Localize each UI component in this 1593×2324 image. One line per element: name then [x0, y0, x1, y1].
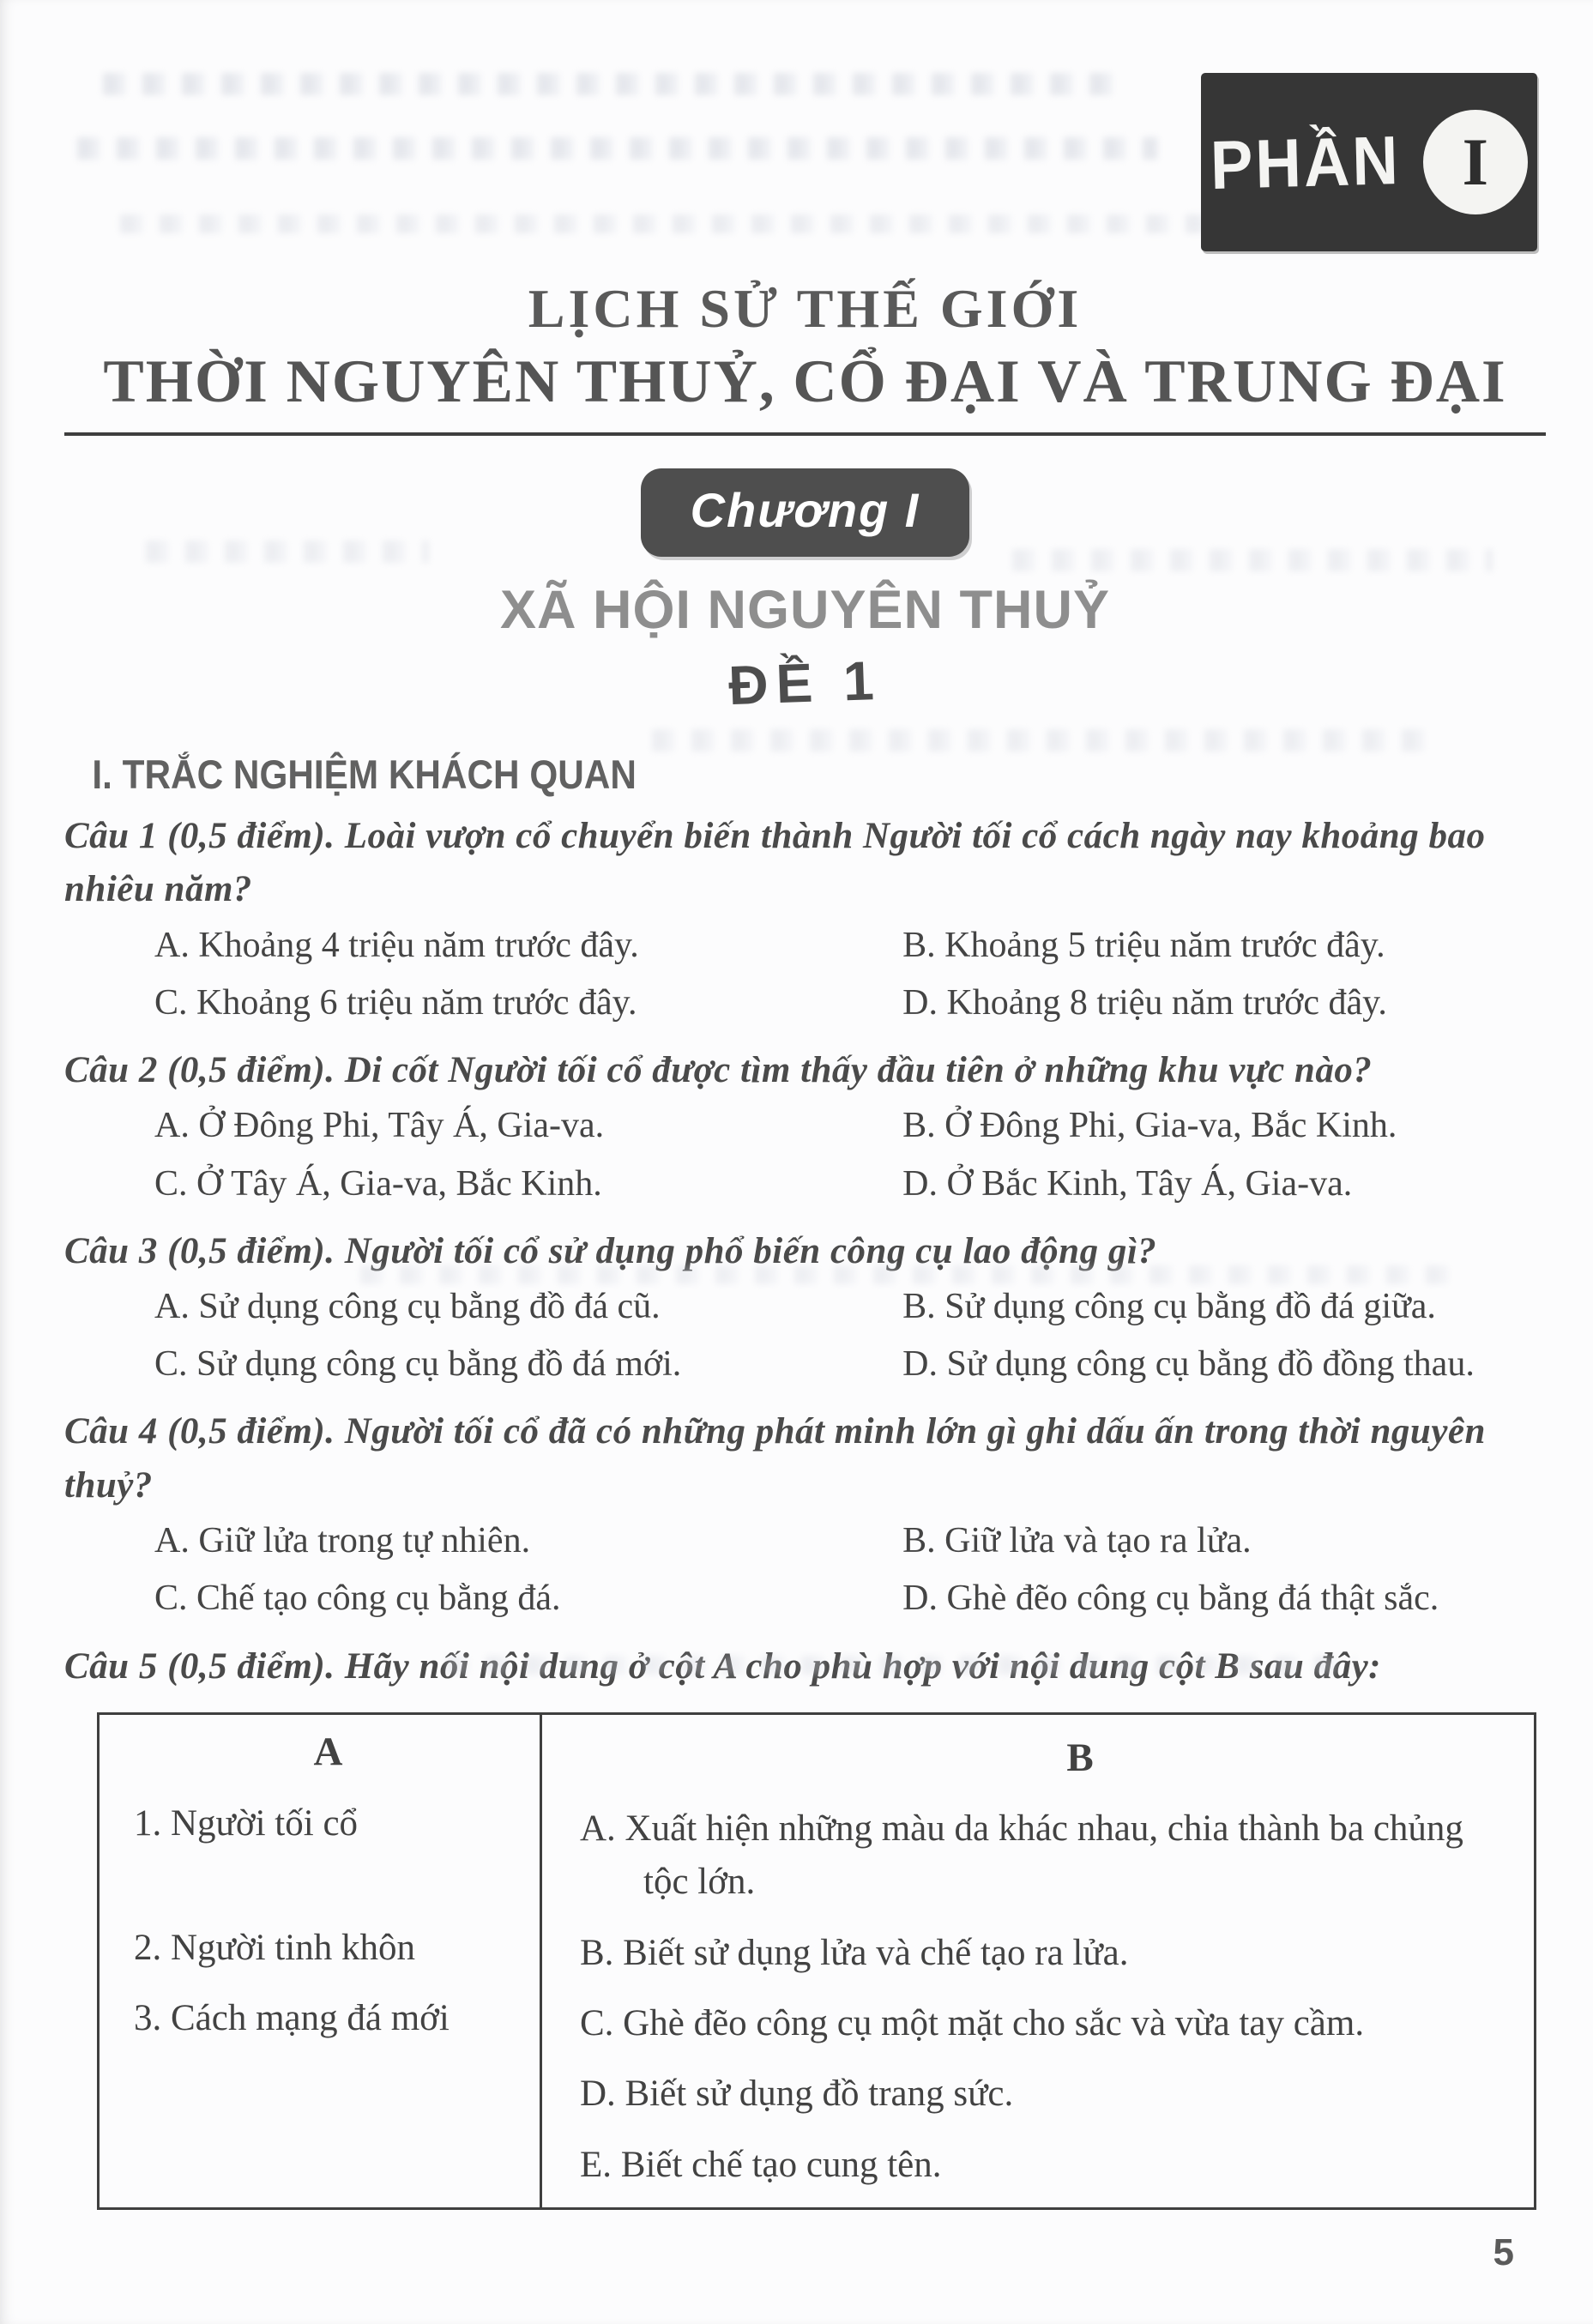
option-d: D. Sử dụng công cụ bằng đồ đồng thau. — [902, 1344, 1475, 1385]
match-row-b: E. Biết chế tạo cung tên. — [580, 2144, 942, 2185]
match-table — [97, 1712, 1536, 2210]
match-row-a: 3. Cách mạng đá mới — [100, 1985, 542, 2055]
match-table-header-b: B — [1066, 1735, 1094, 1780]
chapter-title: XÃ HỘI NGUYÊN THUỶ — [499, 579, 1111, 640]
title-underline-rule — [64, 432, 1546, 436]
match-row-b: C. Ghè đẽo công cụ một mặt cho sắc và vừa tay cầm. — [580, 2003, 1365, 2044]
question-2 — [64, 1044, 1546, 1213]
option-a: A. Khoảng 4 triệu năm trước đây. — [154, 925, 639, 965]
option-d: D. Khoảng 8 triệu năm trước đây. — [902, 982, 1387, 1023]
option-a: A. Ở Đông Phi, Tây Á, Gia-va. — [154, 1106, 605, 1146]
part-badge — [1201, 73, 1537, 251]
option-a: A. Giữ lửa trong tự nhiên. — [154, 1521, 531, 1561]
match-row-b: D. Biết sử dụng đồ trang sức. — [580, 2073, 1014, 2115]
options-grid — [64, 1278, 1546, 1393]
question-5 — [64, 1640, 1546, 1693]
question-stem: Câu 1 (0,5 điểm). Loài vượn cổ chuyển biến thành Người tối cổ cách ngày nay khoảng bao nhiêu năm? — [64, 815, 1486, 910]
question-stem: Câu 4 (0,5 điểm). Người tối cổ đã có những phát minh lớn gì ghi dấu ấn trong thời nguyên thuỷ? — [64, 1411, 1486, 1506]
part-badge-number: I — [1462, 124, 1489, 199]
match-row-a — [100, 2127, 542, 2207]
match-row-a — [100, 2055, 542, 2126]
option-d: D. Ghè đẽo công cụ bằng đá thật sắc. — [902, 1579, 1439, 1619]
part-number-circle-icon — [1423, 110, 1528, 214]
part-badge-label: PHẦN — [1210, 121, 1402, 203]
question-stem: Câu 3 (0,5 điểm). Người tối cổ sử dụng phổ biến công cụ lao động gì? — [64, 1230, 1157, 1271]
question-stem: Câu 2 (0,5 điểm). Di cốt Người tối cổ được tìm thấy đầu tiên ở những khu vực nào? — [64, 1050, 1373, 1090]
bleedthrough-artifact — [652, 729, 1424, 752]
option-b: B. Sử dụng công cụ bằng đồ đá giữa. — [902, 1287, 1436, 1327]
option-d: D. Ở Bắc Kinh, Tây Á, Gia-va. — [902, 1163, 1353, 1204]
match-table-header-a: A — [100, 1715, 542, 1790]
match-row-a: 2. Người tinh khôn — [100, 1915, 542, 1985]
match-row-a: 1. Người tối cổ — [100, 1790, 542, 1915]
match-row-b: B. Biết sử dụng lửa và chế tạo ra lửa. — [580, 1932, 1129, 1973]
chapter-badge — [641, 468, 970, 557]
match-row-b: A. Xuất hiện những màu da khác nhau, chia thành ba chủng tộc lớn. — [580, 1808, 1463, 1903]
option-b: B. Khoảng 5 triệu năm trước đây. — [902, 925, 1385, 965]
option-c: C. Ở Tây Á, Gia-va, Bắc Kinh. — [154, 1163, 602, 1204]
part-title-line1: LỊCH SỬ THẾ GIỚI — [528, 278, 1083, 339]
question-1 — [64, 810, 1546, 1032]
chapter-badge-label: Chương I — [690, 482, 920, 537]
option-c: C. Chế tạo công cụ bằng đá. — [154, 1579, 561, 1619]
question-4 — [64, 1405, 1546, 1627]
part-title-line2: THỜI NGUYÊN THUỶ, CỔ ĐẠI VÀ TRUNG ĐẠI — [103, 348, 1507, 416]
option-a: A. Sử dụng công cụ bằng đồ đá cũ. — [154, 1287, 661, 1327]
options-grid — [64, 917, 1546, 1032]
option-b: B. Ở Đông Phi, Gia-va, Bắc Kinh. — [902, 1106, 1397, 1146]
section-heading: I. TRẮC NGHIỆM KHÁCH QUAN — [92, 751, 637, 797]
option-b: B. Giữ lửa và tạo ra lửa. — [902, 1521, 1252, 1561]
options-grid — [64, 1097, 1546, 1212]
page-number: 5 — [1493, 2231, 1514, 2273]
option-c: C. Khoảng 6 triệu năm trước đây. — [154, 982, 637, 1023]
question-3 — [64, 1225, 1546, 1394]
test-number-label: ĐỀ 1 — [727, 649, 883, 717]
options-grid — [64, 1512, 1546, 1627]
bleedthrough-artifact — [146, 540, 429, 563]
bleedthrough-artifact — [1012, 549, 1493, 571]
question-stem: Câu 5 (0,5 điểm). Hãy nối nội dung ở cột A cho phù hợp với nội dung cột B sau đây: — [64, 1645, 1381, 1687]
option-c: C. Sử dụng công cụ bằng đồ đá mới. — [154, 1344, 682, 1385]
